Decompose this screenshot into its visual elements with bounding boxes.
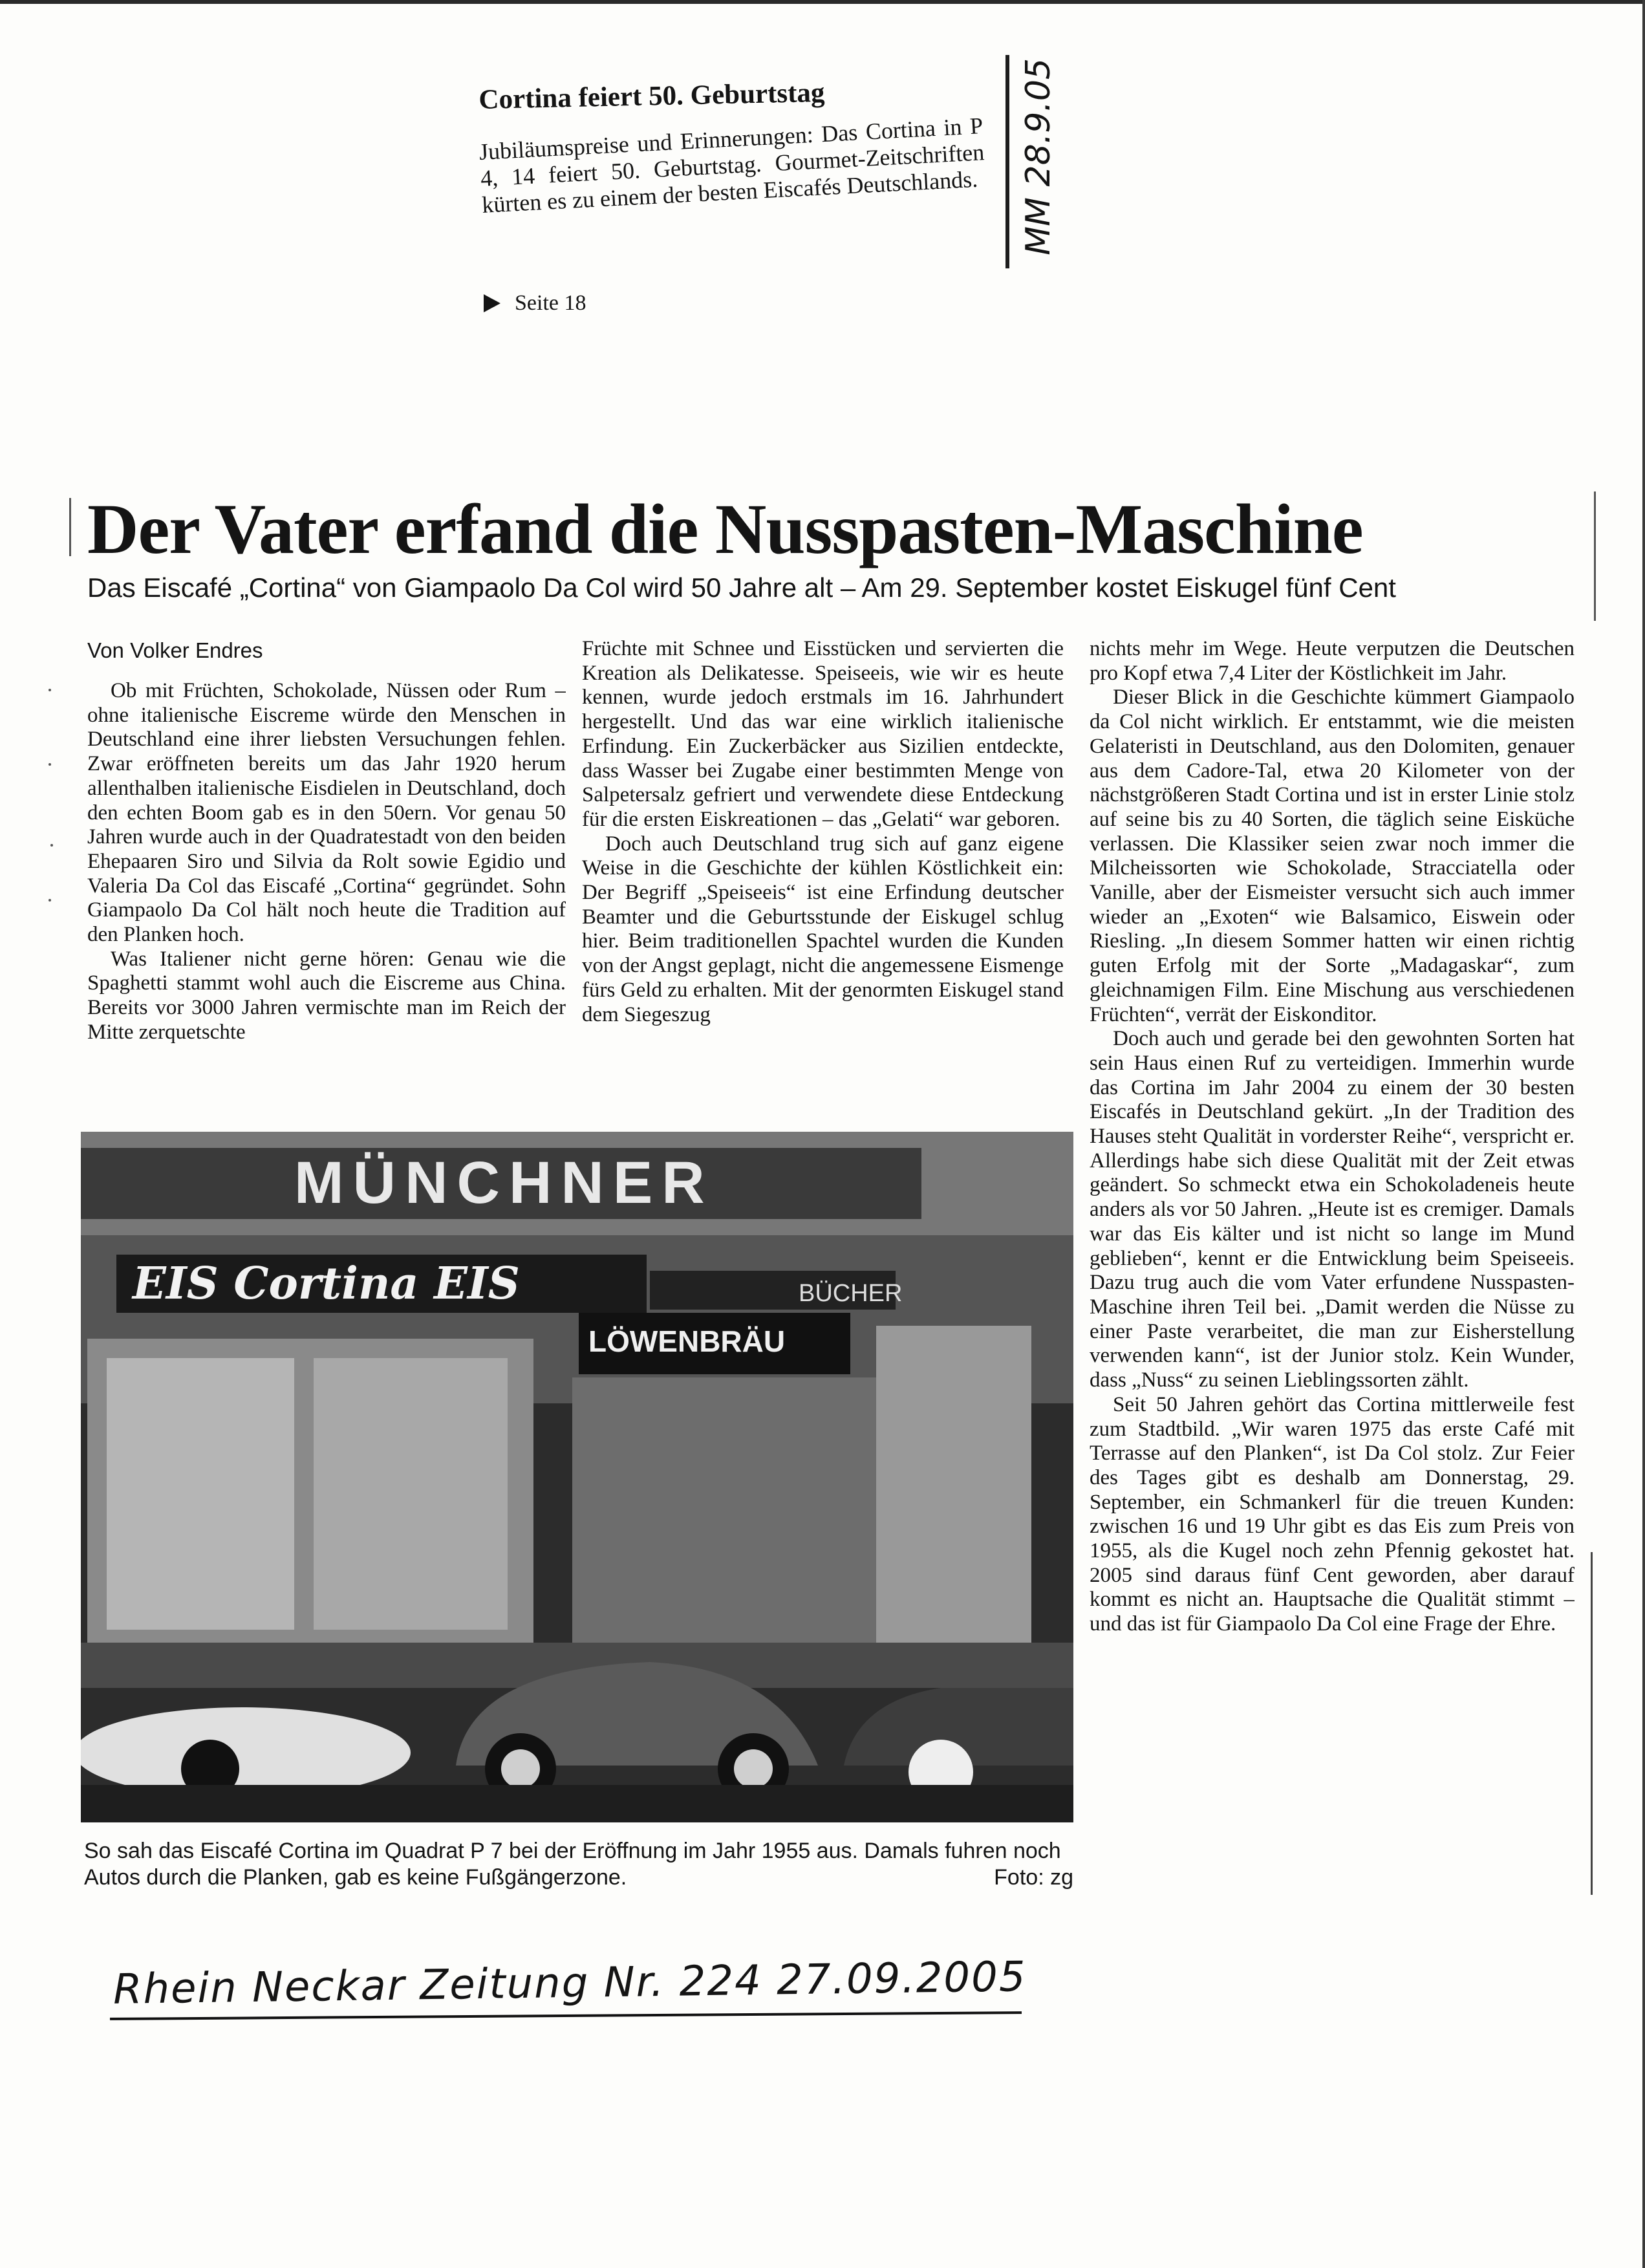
scan-top-edge [0, 0, 1645, 4]
caption-text: So sah das Eiscafé Cortina im Quadrat P 7 bei der Eröffnung im Jahr 1955 aus. Damals fuhren noch Autos durch die Planken, gab es keine Fußgängerzone. [84, 1839, 1061, 1890]
paragraph: Was Italiener nicht gerne hören: Genau wie die Spaghetti stammt wohl auch die Eiscreme aus China. Bereits vor 3000 Jahren vermischte man im Reich der Mitte zerquetschte [87, 947, 566, 1044]
scan-speck [48, 689, 51, 691]
handwritten-source-note: Rhein Neckar Zeitung Nr. 224 27.09.2005 [113, 1953, 1027, 2014]
beetle-hubcap-rear [734, 1749, 773, 1788]
paragraph: Seit 50 Jahren gehört das Cortina mittlerweile fest zum Stadtbild. „Wir waren 1975 das erste Café mit Terrasse auf den Planken“, ist Da Col stolz. Zur Feier des Tages gibt es deshalb am Donnerstag, 29. September, ein Schmankerl für die treuen Kunden: zwischen 16 und 19 Uhr gibt es das Eis zum Preis von 1955, als die Kugel noch zehn Pfennig gekostet hat. 2005 sind daraus fünf Cent geworden, aber darauf kommt es nicht an. Hauptsache die Qualität stimmt – und das ist für Giampaolo Da Col eine Frage der Ehre. [1090, 1392, 1575, 1636]
paragraph: Früchte mit Schnee und Eisstücken und servierten die Kreation als Delikatesse. Speiseeis, wie wir es heute kennen, wurde jedoch erstmals im 16. Jahrhundert hergestellt. Und das war eine wirklich italienische Erfindung. Ein Zuckerbäcker aus Sizilien entdeckte, dass Wasser bei Zugabe einer bestimmten Menge von Salpetersalz gefriert und verwendete diese Entdeckung für die ersten Eiskreationen – das „Gelati“ war geboren. [582, 637, 1064, 831]
paragraph: Doch auch Deutschland trug sich auf ganz eigene Weise in die Geschichte der kühlen Köstlichkeit ein: Der Begriff „Speiseeis“ ist eine Erfindung deutscher Beamter und die Geburtsstunde der Eiskugel schlug hier. Beim traditionellen Spachtel wurden die Kunden von der Angst geplagt, nicht die angemessene Eismenge fürs Geld zu erhalten. Mit der genormten Eiskugel stand dem Siegeszug [582, 832, 1064, 1026]
shop-sign-text: BÜCHER [799, 1280, 903, 1307]
teaser-margin-rule [1005, 55, 1009, 268]
side-wall [876, 1326, 1031, 1688]
source-underline [110, 2011, 1022, 2020]
car-white [81, 1707, 411, 1798]
photo-caption [84, 1838, 1073, 1891]
teaser-text: Jubiläumspreise und Erinnerungen: Das Cortina in P 4, 14 feiert 50. Geburtstag. Gourmet-Zeitschriften kürten es zu einem der besten Eiscafés Deutschlands. [478, 113, 985, 218]
scan-speck [48, 899, 51, 902]
teaser-more-label: Seite 18 [515, 291, 586, 315]
shop-window-right [572, 1377, 909, 1649]
eis-sign-text: EIS Cortina EIS [133, 1258, 520, 1310]
photo-illustration [81, 1132, 1073, 1822]
photo-credit: Foto: zg [994, 1865, 1073, 1890]
article-column-1 [87, 679, 566, 1145]
column-right-rule [1591, 1552, 1593, 1895]
article-headline: Der Vater erfand die Nusspasten-Maschine [87, 490, 1363, 568]
window-pane-1 [107, 1358, 294, 1630]
window-pane-2 [314, 1358, 508, 1630]
paragraph: Dieser Blick in die Geschichte kümmert Giampaolo da Col nicht wirklich. Er entstammt, wie die meisten Gelateristi in Deutschland, aus den Dolomiten, genauer aus dem Cadore-Tal, etwa 20 Kilometer von der nächstgrößeren Stadt Cortina und ist in erster Linie stolz auf seine bis zu 40 Sorten, die täglich seine Eisküche verlassen. Die Klassiker seien zwar noch immer die Milcheissorten wie Schokolade, Stracciatella oder Vanille, aber der Eismeister versucht sich auch immer wieder an „Exoten“ wie Balsamico, Eiswein oder Riesling. „In diesem Sommer hatten wir einen richtig guten Erfolg mit der Sorte „Madagaskar“, zum gleichnamigen Film. Eine Mischung aus verschiedenen Früchten“, verrät der Eiskonditor. [1090, 686, 1575, 1026]
paragraph: Doch auch und gerade bei den gewohnten Sorten hat sein Haus einen Ruf zu verteidigen. Immerhin wurde das Cortina im Jahr 2004 zu einem der 30 besten Eiscafés in Deutschland gekürt. „In der Tradition des Hauses steht Qualität in vorderster Reihe“, verspricht er. Allerdings habe sich diese Qualität mit der Zeit etwas geändert. So schmeckt etwa ein Schokoladeneis heute anders als vor 50 Jahren. „Heute ist es cremiger. Damals war das Eis kälter und ist nicht so lange im Mund geblieben“, kennt er die Entwicklung beim Speiseeis. Dazu trug auch die vom Vater erfundene Nusspasten-Maschine ihren Teil bei. „Damit werden die Nüsse zu einer Paste verarbeitet, die man zur Eisherstellung verwenden kann“, ist der Junior stolz. Kein Wunder, dass „Nuss“ zu seinen Lieblingssorten zählt. [1090, 1027, 1575, 1392]
scan-right-edge [1642, 0, 1645, 2268]
article-subheadline: Das Eiscafé „Cortina“ von Giampaolo Da Col wird 50 Jahre alt – Am 29. September kostet Eiskugel fünf Cent [87, 572, 1396, 603]
article-byline: Von Volker Endres [87, 638, 263, 662]
article-column-3 [1090, 637, 1575, 1895]
handwritten-margin-note: MM 28.9.05 [1019, 58, 1058, 255]
top-sign-text: MÜNCHNER [294, 1150, 714, 1216]
headline-right-rule [1594, 491, 1596, 621]
article-column-2 [582, 637, 1064, 1145]
scan-speck [50, 844, 53, 847]
headline-left-mark [69, 498, 71, 556]
beetle-hubcap-front [501, 1749, 540, 1788]
historic-photo [81, 1132, 1073, 1822]
paragraph: nichts mehr im Wege. Heute verputzen die Deutschen pro Kopf etwa 7,4 Liter der Köstlichkeit im Jahr. [1090, 637, 1575, 685]
teaser-title: Cortina feiert 50. Geburtstag [478, 77, 825, 115]
teaser-page-reference [484, 291, 586, 316]
arrow-right-icon [484, 294, 500, 312]
brewery-sign-text: LÖWENBRÄU [588, 1324, 786, 1358]
street [81, 1785, 1073, 1822]
paragraph: Ob mit Früchten, Schokolade, Nüssen oder Rum – ohne italienische Eiscreme würde den Menschen in Deutschland eine ihrer liebsten Versuchungen fehlen. Zwar eröffneten bereits um das Jahr 1920 herum allenthalben italienische Eisdielen in Deutschland, doch den echten Boom gab es in den 50ern. Vor genau 50 Jahren wurde auch in der Quadratestadt von den beiden Ehepaaren Siro und Silvia da Rolt sowie Egidio und Valeria Da Col das Eiscafé „Cortina“ gegründet. Sohn Giampaolo Da Col hält noch heute die Tradition auf den Planken hoch. [87, 679, 566, 947]
scan-speck [48, 763, 51, 766]
